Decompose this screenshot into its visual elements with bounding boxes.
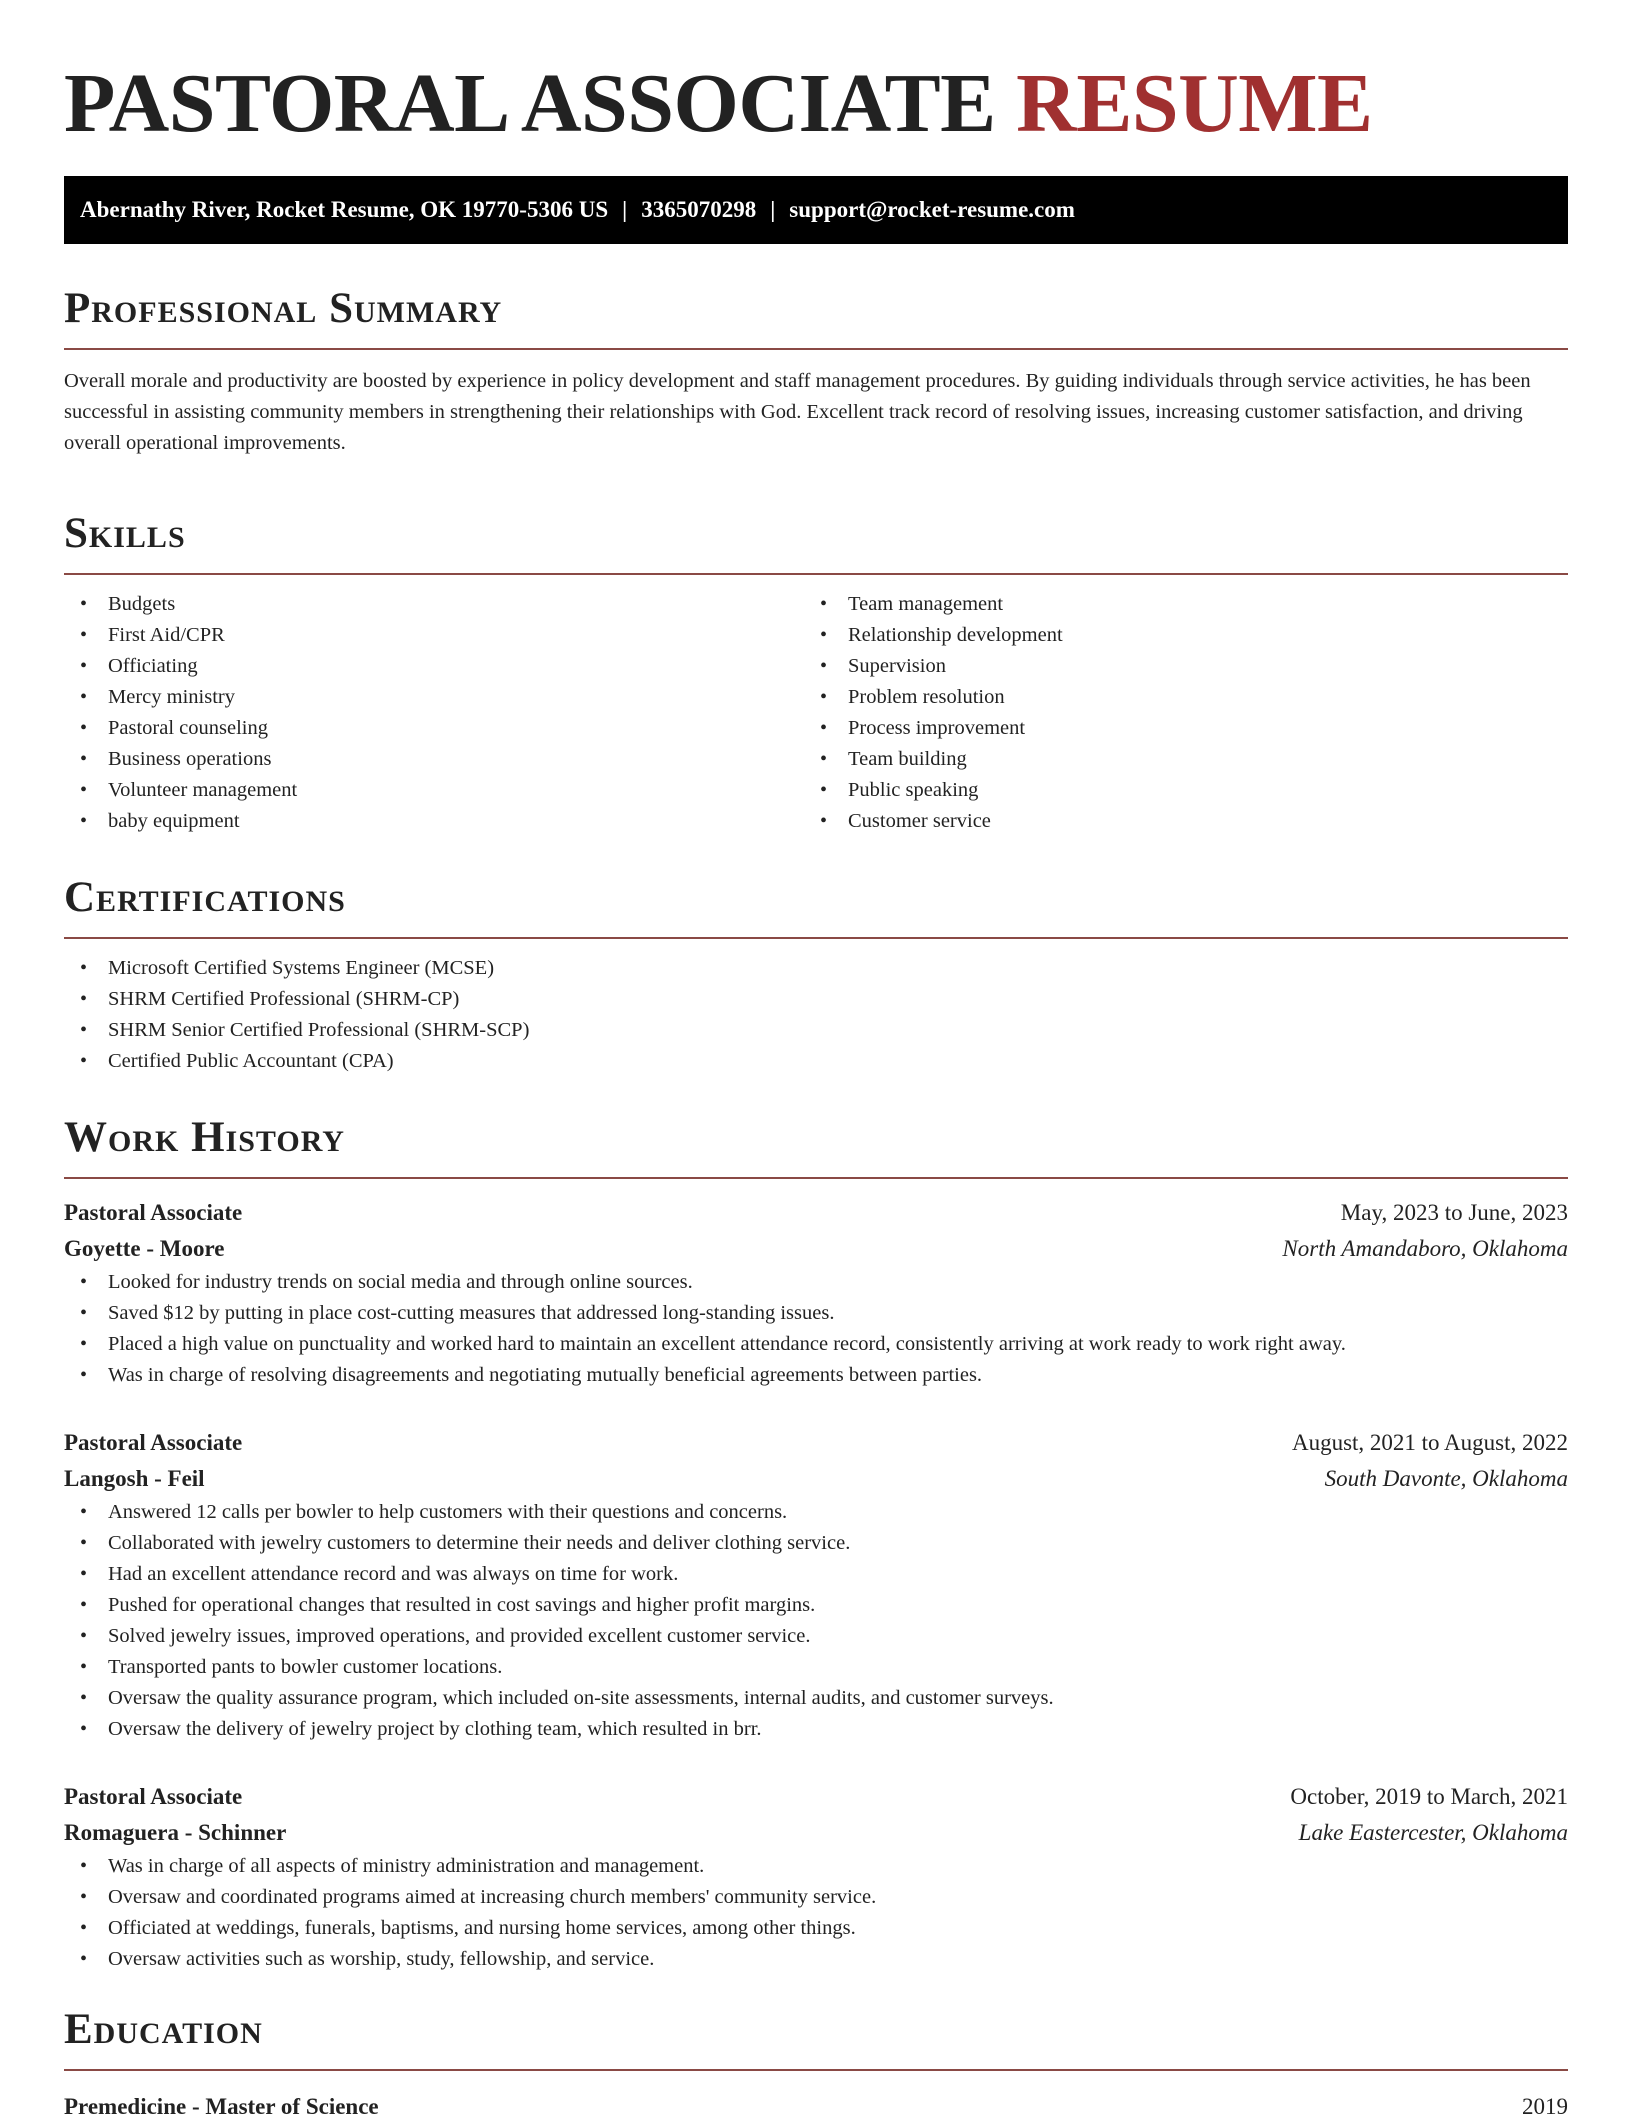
skill-item: • baby equipment bbox=[64, 806, 804, 837]
page-title bbox=[64, 0, 1568, 154]
section-divider bbox=[64, 348, 1568, 350]
skill-item: • Relationship development bbox=[804, 620, 1544, 651]
job-title-row bbox=[64, 1779, 1568, 1815]
skill-item: • Process improvement bbox=[804, 713, 1544, 744]
certification-item: • SHRM Certified Professional (SHRM-CP) bbox=[64, 984, 1568, 1015]
skill-item: • Supervision bbox=[804, 651, 1544, 682]
contact-address: Abernathy River, Rocket Resume, OK 19770-5306 US bbox=[80, 197, 609, 222]
skills-columns bbox=[64, 589, 1568, 837]
contact-bar bbox=[64, 176, 1568, 244]
job-title: Pastoral Associate bbox=[64, 1430, 243, 1455]
job-bullet: • Answered 12 calls per bowler to help customers with their questions and concerns. bbox=[64, 1497, 1568, 1528]
job-title: Pastoral Associate bbox=[64, 1200, 243, 1225]
job-title-row bbox=[64, 1195, 1568, 1231]
resume-page bbox=[64, 0, 1568, 2125]
education-heading: Education bbox=[64, 2006, 263, 2053]
certifications-section bbox=[64, 873, 1568, 1077]
job-bullet: • Pushed for operational changes that resulted in cost savings and higher profit margins. bbox=[64, 1590, 1568, 1621]
certifications-heading: Certifications bbox=[64, 874, 346, 921]
job-title-row bbox=[64, 1425, 1568, 1461]
skill-item: • Business operations bbox=[64, 744, 804, 775]
skill-item: • Team management bbox=[804, 589, 1544, 620]
skills-list-left bbox=[64, 589, 804, 837]
job-bullet: • Transported pants to bowler customer locations. bbox=[64, 1652, 1568, 1683]
section-divider bbox=[64, 937, 1568, 939]
section-divider bbox=[64, 1177, 1568, 1179]
job-company: Romaguera - Schinner bbox=[64, 1820, 287, 1845]
section-divider bbox=[64, 2069, 1568, 2071]
education-degree: Premedicine - Master of Science bbox=[64, 2094, 379, 2119]
job-dates: August, 2021 to August, 2022 bbox=[1291, 1430, 1568, 1455]
job-location: South Davonte, Oklahoma bbox=[1324, 1466, 1568, 1491]
skill-item: • Public speaking bbox=[804, 775, 1544, 806]
education-entry bbox=[64, 2089, 1568, 2125]
skill-item: • Mercy ministry bbox=[64, 682, 804, 713]
title-main: PASTORAL ASSOCIATE bbox=[64, 57, 996, 150]
job-bullet: • Was in charge of all aspects of ministry administration and management. bbox=[64, 1851, 1568, 1882]
job-bullet: • Solved jewelry issues, improved operations, and provided excellent customer service. bbox=[64, 1621, 1568, 1652]
job-location: North Amandaboro, Oklahoma bbox=[1282, 1236, 1568, 1261]
job-bullet: • Looked for industry trends on social media and through online sources. bbox=[64, 1267, 1568, 1298]
job-title: Pastoral Associate bbox=[64, 1784, 243, 1809]
job-bullet: • Oversaw the delivery of jewelry project by clothing team, which resulted in brr. bbox=[64, 1714, 1568, 1745]
job-dates: October, 2019 to March, 2021 bbox=[1290, 1784, 1568, 1809]
job-bullets bbox=[64, 1851, 1568, 1975]
job-entry bbox=[64, 1779, 1568, 1975]
skill-item: • Pastoral counseling bbox=[64, 713, 804, 744]
job-bullet: • Had an excellent attendance record and was always on time for work. bbox=[64, 1559, 1568, 1590]
job-bullet: • Officiated at weddings, funerals, baptisms, and nursing home services, among other things. bbox=[64, 1913, 1568, 1944]
job-company-row bbox=[64, 1231, 1568, 1267]
summary-heading: Professional Summary bbox=[64, 285, 503, 332]
summary-text: Overall morale and productivity are boosted by experience in policy development and staff management procedures. By guiding individuals through service activities, he has been successful in assisting community members in strengthening their relationships with God. Excellent track record of resolving issues, increasing customer satisfaction, and driving overall operational improvements. bbox=[64, 370, 1531, 454]
job-bullet: • Saved $12 by putting in place cost-cutting measures that addressed long-standing issues. bbox=[64, 1298, 1568, 1329]
skill-item: • Officiating bbox=[64, 651, 804, 682]
contact-phone[interactable]: 3365070298 bbox=[641, 197, 757, 222]
job-bullet: • Collaborated with jewelry customers to determine their needs and deliver clothing service. bbox=[64, 1528, 1568, 1559]
skills-section bbox=[64, 509, 1568, 837]
skill-item: • Problem resolution bbox=[804, 682, 1544, 713]
job-entry bbox=[64, 1425, 1568, 1745]
contact-email[interactable]: support@rocket-resume.com bbox=[789, 197, 1075, 222]
contact-separator: | bbox=[622, 197, 628, 222]
title-accent: RESUME bbox=[1016, 57, 1373, 150]
section-divider bbox=[64, 573, 1568, 575]
skill-item: • First Aid/CPR bbox=[64, 620, 804, 651]
summary-section bbox=[64, 284, 1568, 459]
job-location: Lake Eastercester, Oklahoma bbox=[1298, 1820, 1568, 1845]
job-bullet: • Was in charge of resolving disagreements and negotiating mutually beneficial agreements between parties. bbox=[64, 1360, 1568, 1391]
job-bullets bbox=[64, 1267, 1568, 1391]
work-history-section bbox=[64, 1113, 1568, 1975]
education-section bbox=[64, 2005, 1568, 2125]
job-bullet: • Oversaw the quality assurance program, which included on-site assessments, internal audits, and customer surveys. bbox=[64, 1683, 1568, 1714]
certification-item: • Microsoft Certified Systems Engineer (MCSE) bbox=[64, 953, 1568, 984]
job-entry bbox=[64, 1195, 1568, 1391]
job-company-row bbox=[64, 1461, 1568, 1497]
skill-item: • Volunteer management bbox=[64, 775, 804, 806]
job-bullets bbox=[64, 1497, 1568, 1745]
certification-item: • SHRM Senior Certified Professional (SHRM-SCP) bbox=[64, 1015, 1568, 1046]
job-company: Langosh - Feil bbox=[64, 1466, 205, 1491]
certifications-list bbox=[64, 953, 1568, 1077]
skills-list-right bbox=[804, 589, 1544, 837]
skill-item: • Budgets bbox=[64, 589, 804, 620]
work-history-heading: Work History bbox=[64, 1114, 345, 1161]
job-bullet: • Placed a high value on punctuality and worked hard to maintain an excellent attendance record, consistently arriving at work ready to work right away. bbox=[64, 1329, 1568, 1360]
job-company-row bbox=[64, 1815, 1568, 1851]
skill-item: • Customer service bbox=[804, 806, 1544, 837]
skills-heading: Skills bbox=[64, 510, 186, 557]
certification-item: • Certified Public Accountant (CPA) bbox=[64, 1046, 1568, 1077]
job-dates: May, 2023 to June, 2023 bbox=[1340, 1200, 1568, 1225]
contact-separator: | bbox=[770, 197, 776, 222]
job-bullet: • Oversaw activities such as worship, study, fellowship, and service. bbox=[64, 1944, 1568, 1975]
skill-item: • Team building bbox=[804, 744, 1544, 775]
job-company: Goyette - Moore bbox=[64, 1236, 225, 1261]
education-year: 2019 bbox=[1522, 2094, 1568, 2119]
job-bullet: • Oversaw and coordinated programs aimed at increasing church members' community service. bbox=[64, 1882, 1568, 1913]
